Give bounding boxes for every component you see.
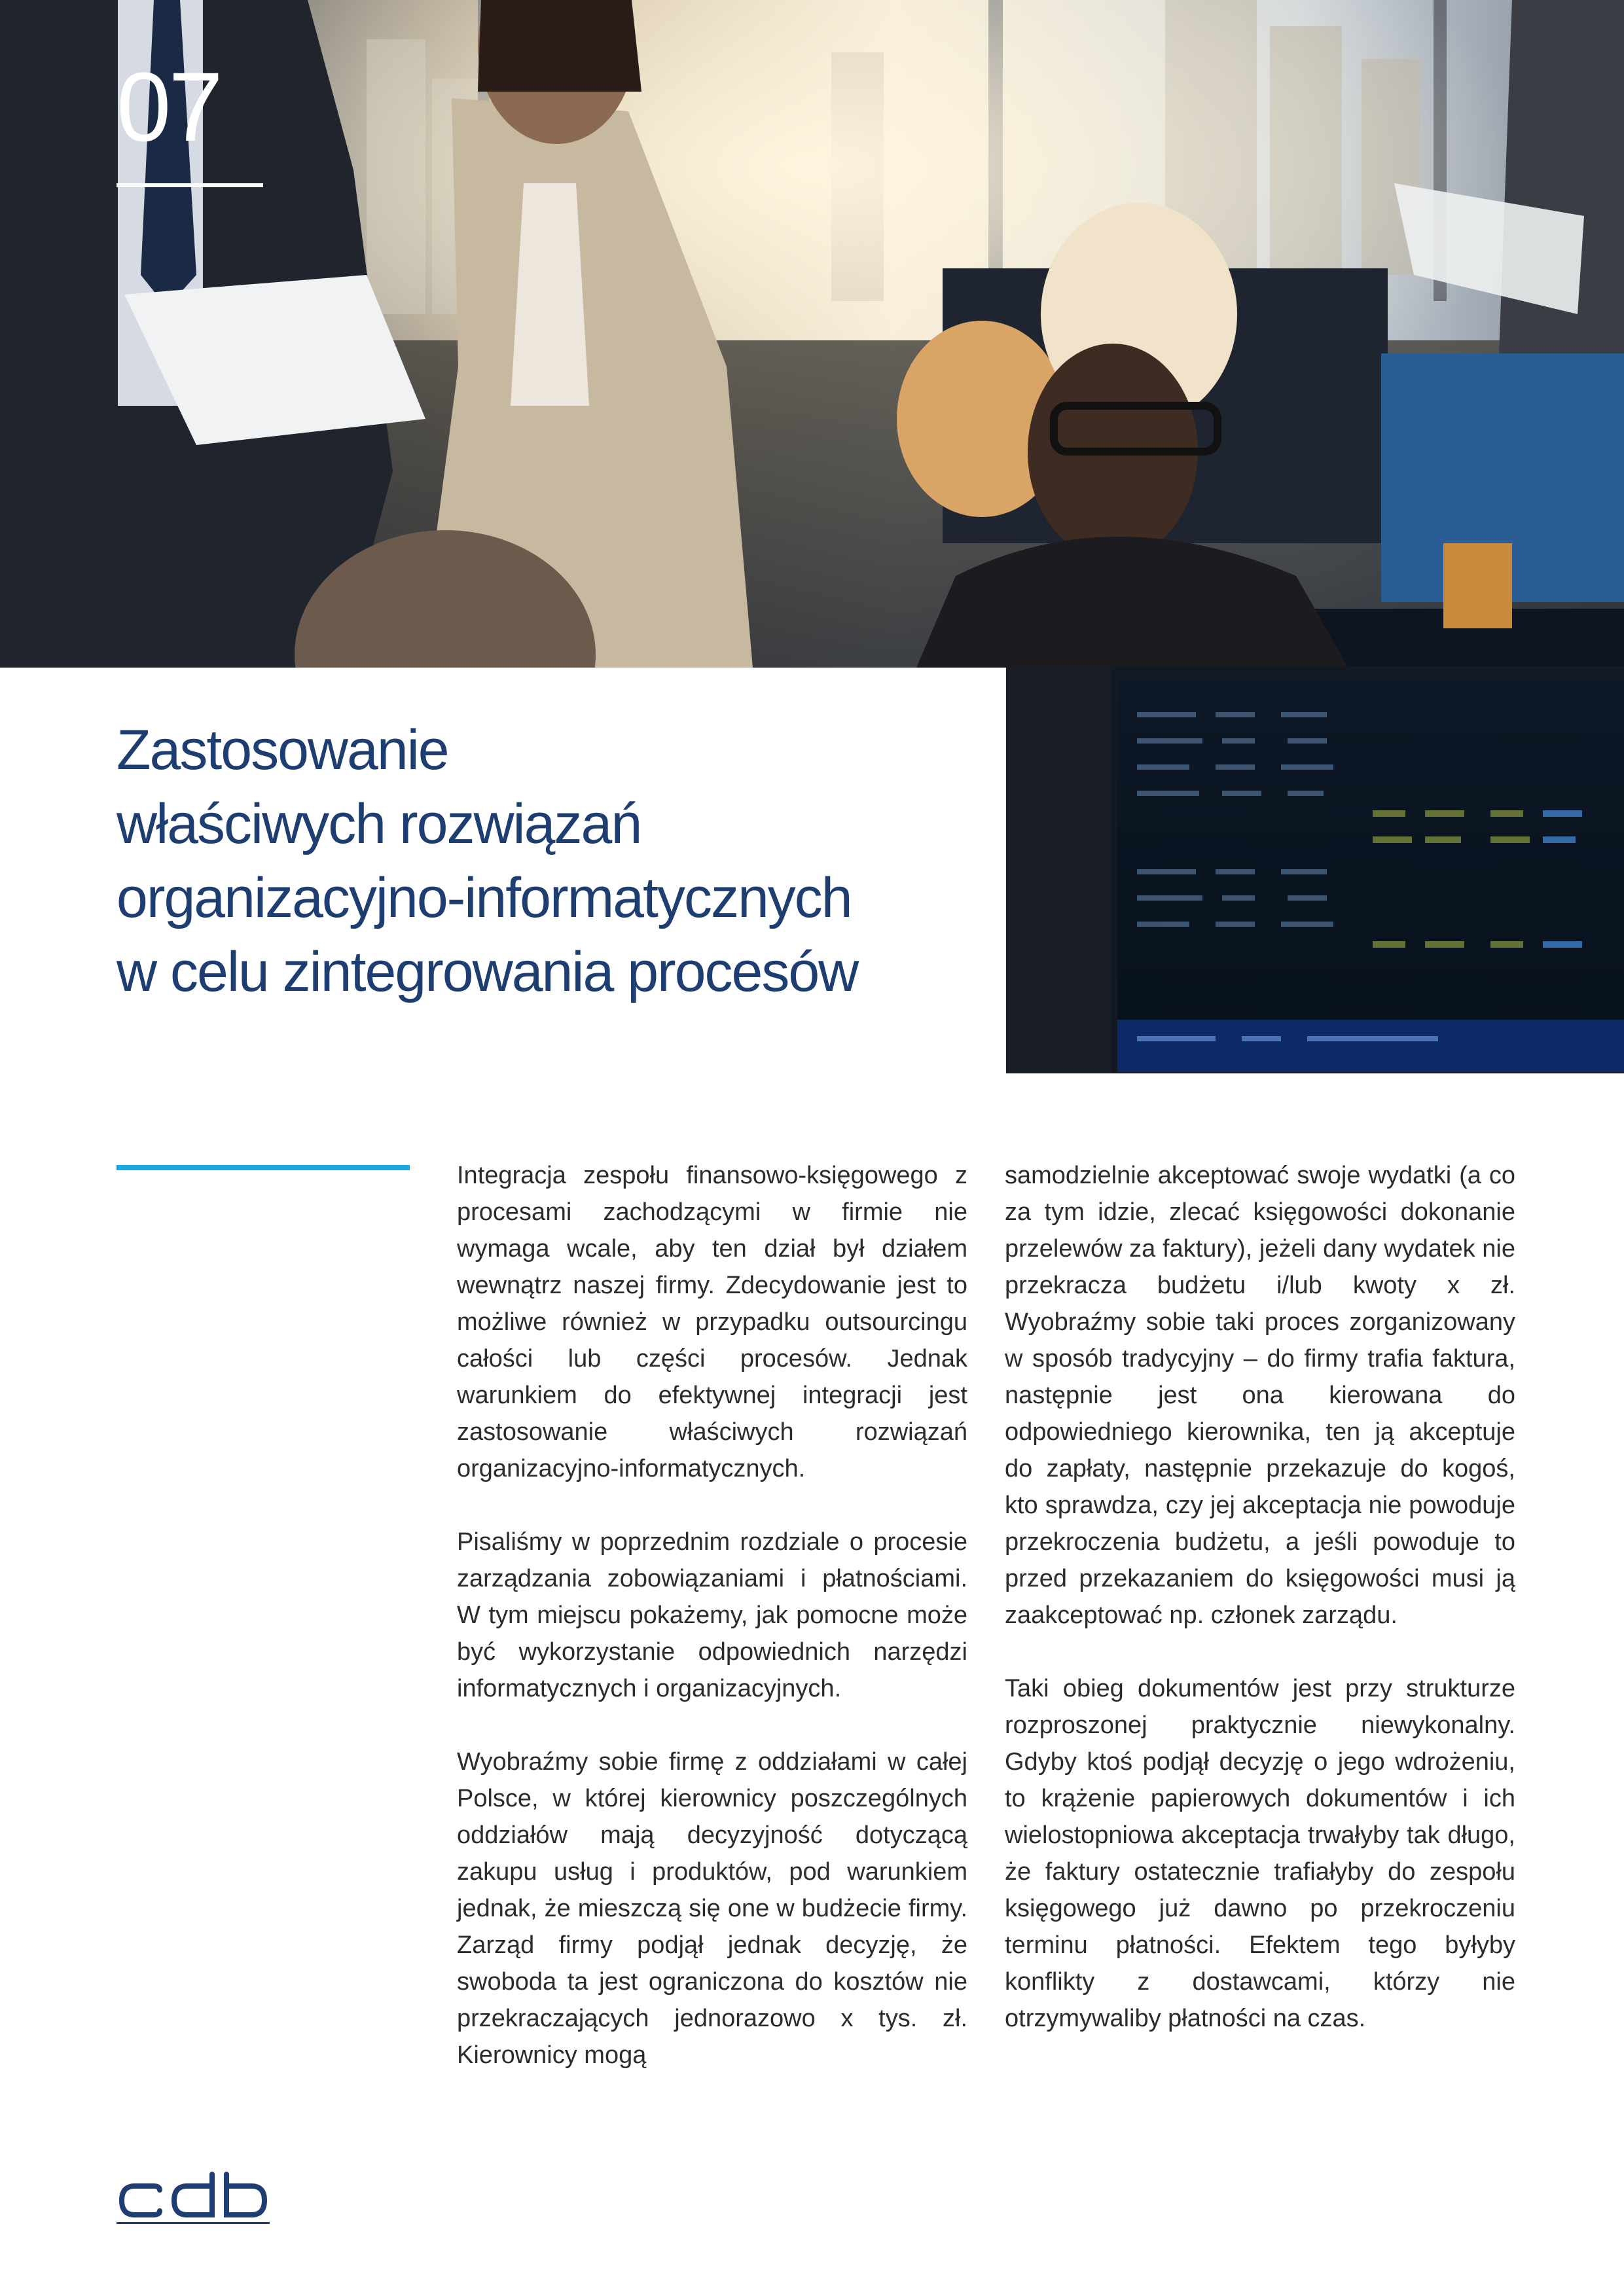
- paragraph: samodzielnie akceptować swoje wydatki (a co za tym idzie, zlecać księgowości dokonanie przelewów za faktury), jeżeli dany wydatek nie przekracza budżetu i/lub kwoty x zł. Wyobraźmy sobie taki proces zorganizowany w sposób tradycyjny – do firmy trafia faktura, następnie jest ona kierowana do odpowiedniego kierownika, ten ją akceptuje do zapłaty, następnie przekazuje do kogoś, kto sprawdza, czy jej akceptacja nie powoduje przekroczenia budżetu, a jeśli powoduje to przed przekazaniem do księgowości musi ją zaakceptować np. członek zarządu.: [1005, 1162, 1515, 1629]
- title-line: właściwych rozwiązań: [117, 793, 641, 855]
- chapter-number: 07: [117, 52, 221, 162]
- title-line: organizacyjno-informatycznych: [117, 867, 852, 929]
- trading-monitor-icon: [1006, 666, 1624, 1073]
- chapter-underline: [117, 183, 263, 187]
- paragraph: Integracja zespołu finansowo-księgowego z procesami zachodzącymi w firmie nie wymaga wcale, aby ten dział był działem wewnątrz naszej firmy. Zdecydowanie jest to możliwe również w przypadku outsourcingu całości lub części procesów. Jednak warunkiem do efektywnej integracji jest zastosowanie właściwych rozwiązań organizacyjno-informatycznych.: [457, 1162, 967, 1482]
- body-column-right: [1005, 1157, 1515, 2037]
- accent-divider: [117, 1165, 410, 1170]
- title-line: Zastosowanie: [117, 719, 448, 781]
- cdb-logo-icon: [117, 2172, 270, 2219]
- cdb-logo: [117, 2172, 270, 2227]
- logo-underline: [117, 2222, 270, 2224]
- paragraph: Wyobraźmy sobie firmę z oddziałami w całej Polsce, w której kierownicy poszczególnych oddziałów mają decyzyjność dotyczącą zakupu usług i produktów, pod warunkiem jednak, że mieszczą się one w budżecie firmy. Zarząd firmy podjął jednak decyzję, że swoboda ta jest ograniczona do kosztów nie przekraczających jednorazowo x tys. zł. Kierownicy mogą: [457, 1748, 967, 2069]
- office-team-photo-icon: [0, 0, 1624, 668]
- paragraph: Taki obieg dokumentów jest przy strukturze rozproszonej praktycznie niewykonalny. Gdyby ktoś podjął decyzję o jego wdrożeniu, to krążenie papierowych dokumentów i ich wielostopniowa akceptacja trwałyby tak długo, że faktury ostatecznie trafiałyby do zespołu księgowego już dawno po przekroczeniu terminu płatności. Efektem tego byłyby konflikty z dostawcami, którzy nie otrzymywaliby płatności na czas.: [1005, 1675, 1515, 2032]
- body-column-left: [457, 1157, 967, 2073]
- title-line: w celu zintegrowania procesów: [117, 941, 858, 1003]
- hero-photo: [0, 0, 1624, 668]
- hero-photo-monitor: [1006, 666, 1624, 1073]
- paragraph: Pisaliśmy w poprzednim rozdziale o procesie zarządzania zobowiązaniami i płatnościami. W tym miejscu pokażemy, jak pomocne może być wykorzystanie odpowiednich narzędzi informatycznych i organizacyjnych.: [457, 1528, 967, 1702]
- page-title: [117, 713, 967, 1009]
